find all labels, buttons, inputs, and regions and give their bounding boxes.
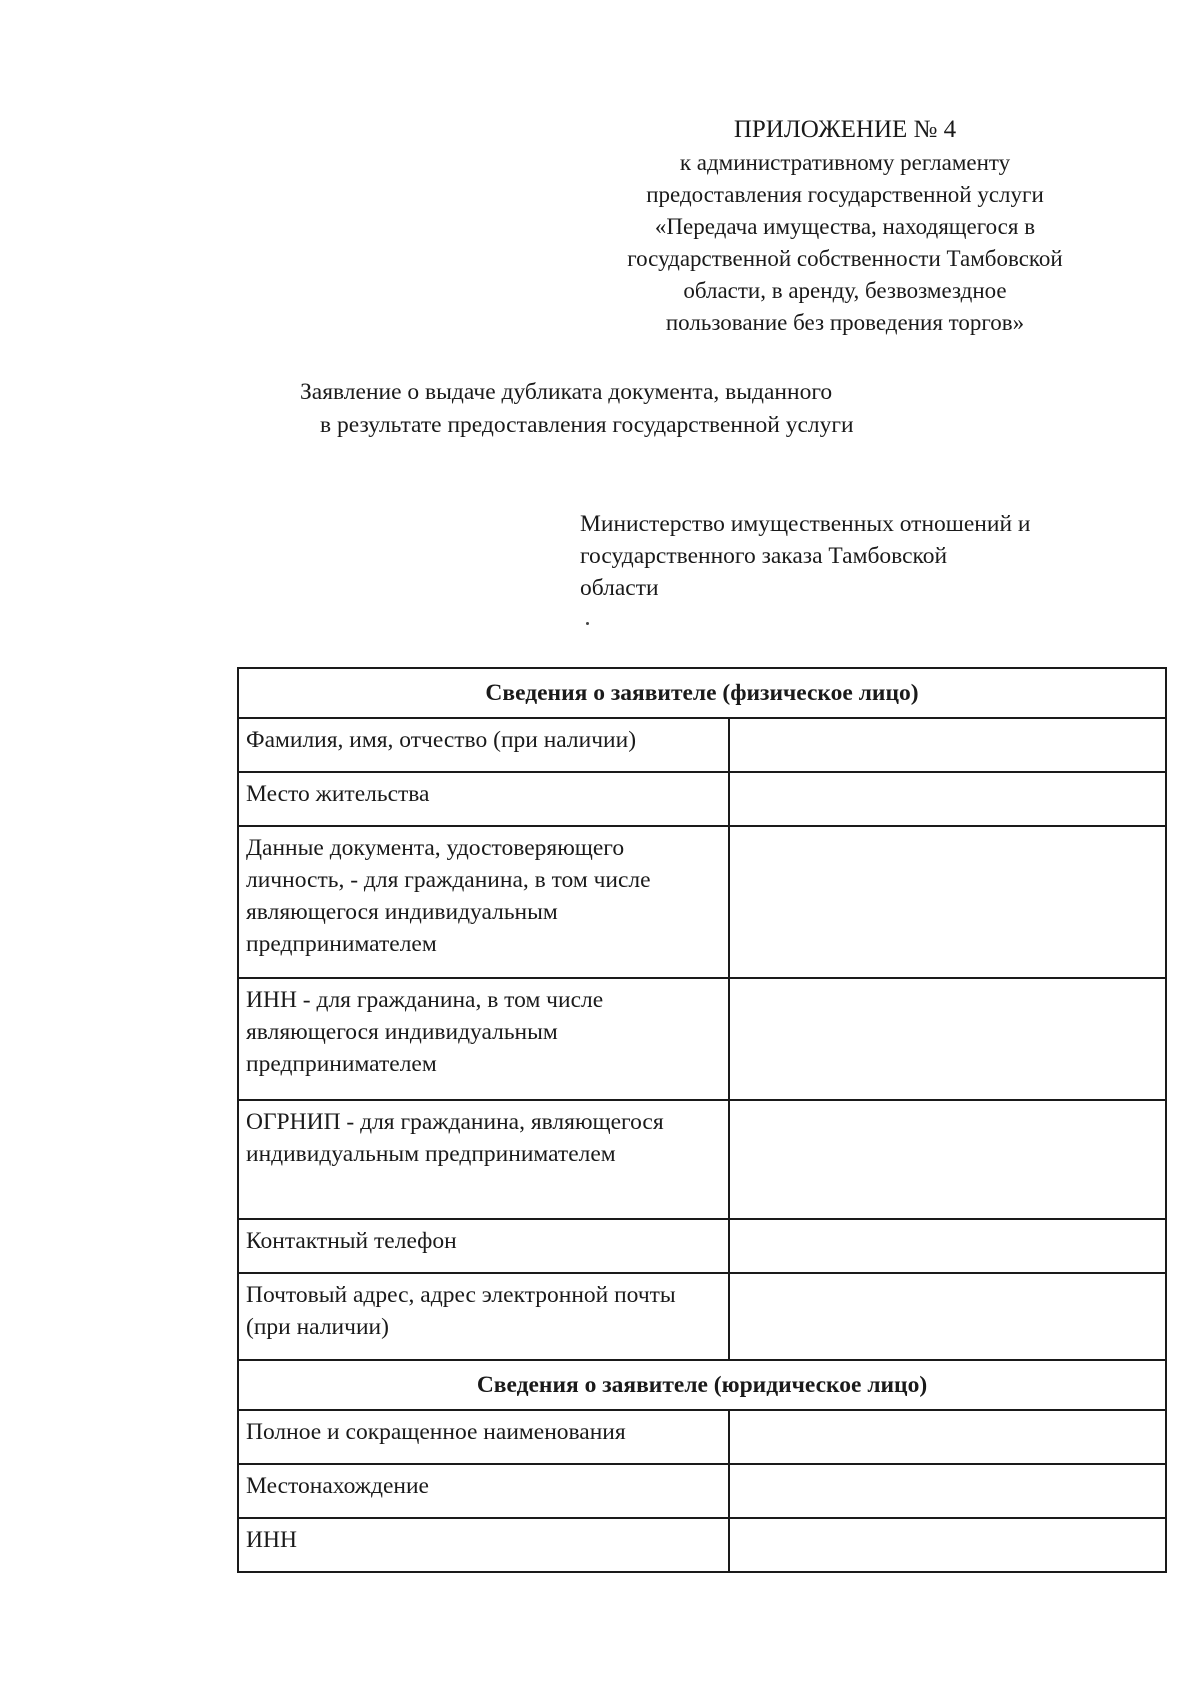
field-value-ogrnip[interactable]	[729, 1100, 1166, 1219]
field-value-postal-email[interactable]	[729, 1273, 1166, 1360]
title-line: Заявление о выдаче дубликата документа, выданного	[300, 379, 833, 405]
recipient-line: области	[580, 575, 659, 601]
field-label: Контактный телефон	[238, 1219, 729, 1273]
field-label: Данные документа, удостоверяющего личность, - для гражданина, в том числе являющегося индивидуальным предпринимателем	[238, 826, 729, 978]
form-row	[238, 1518, 1166, 1572]
applicant-form-table	[237, 667, 1167, 1573]
field-label: Местонахождение	[238, 1464, 729, 1518]
field-label: ИНН	[238, 1518, 729, 1572]
section-header-individual	[238, 668, 1166, 718]
appendix-line: к административному регламенту	[679, 150, 1011, 175]
form-row	[238, 1464, 1166, 1518]
field-value-phone[interactable]	[729, 1219, 1166, 1273]
recipient-block	[580, 508, 1140, 604]
field-value-inn-individual[interactable]	[729, 978, 1166, 1100]
section-title: Сведения о заявителе (юридическое лицо)	[238, 1360, 1166, 1410]
field-label: ОГРНИП - для гражданина, являющегося индивидуальным предпринимателем	[238, 1100, 729, 1219]
form-row	[238, 1410, 1166, 1464]
field-value-residence[interactable]	[729, 772, 1166, 826]
section-header-legal	[238, 1360, 1166, 1410]
appendix-line: области, в аренду, безвозмездное	[683, 278, 1007, 303]
appendix-line: государственной собственности Тамбовской	[627, 246, 1063, 271]
field-value-company-name[interactable]	[729, 1410, 1166, 1464]
field-label: Место жительства	[238, 772, 729, 826]
recipient-line: государственного заказа Тамбовской	[580, 543, 948, 569]
section-title: Сведения о заявителе (физическое лицо)	[238, 668, 1166, 718]
form-row	[238, 1273, 1166, 1360]
appendix-line: предоставления государственной услуги	[646, 182, 1044, 207]
form-row	[238, 718, 1166, 772]
form-row	[238, 1100, 1166, 1219]
form-row	[238, 826, 1166, 978]
form-row	[238, 1219, 1166, 1273]
appendix-line: «Передача имущества, находящегося в	[654, 214, 1036, 239]
appendix-block	[560, 114, 1130, 339]
field-value-full-name[interactable]	[729, 718, 1166, 772]
document-title	[300, 376, 1000, 442]
recipient-line: Министерство имущественных отношений и	[580, 511, 1031, 537]
appendix-heading: ПРИЛОЖЕНИЕ № 4	[733, 116, 957, 143]
field-value-identity-document[interactable]	[729, 826, 1166, 978]
field-label: Полное и сокращенное наименования	[238, 1410, 729, 1464]
form-row	[238, 978, 1166, 1100]
field-label: ИНН - для гражданина, в том числе являющегося индивидуальным предпринимателем	[238, 978, 729, 1100]
field-value-location[interactable]	[729, 1464, 1166, 1518]
field-value-inn-legal[interactable]	[729, 1518, 1166, 1572]
title-line: в результате предоставления государственной услуги	[320, 412, 854, 438]
field-label: Почтовый адрес, адрес электронной почты (при наличии)	[238, 1273, 729, 1360]
stray-dot	[586, 622, 589, 625]
appendix-line: пользование без проведения торгов»	[665, 310, 1025, 335]
form-row	[238, 772, 1166, 826]
field-label: Фамилия, имя, отчество (при наличии)	[238, 718, 729, 772]
